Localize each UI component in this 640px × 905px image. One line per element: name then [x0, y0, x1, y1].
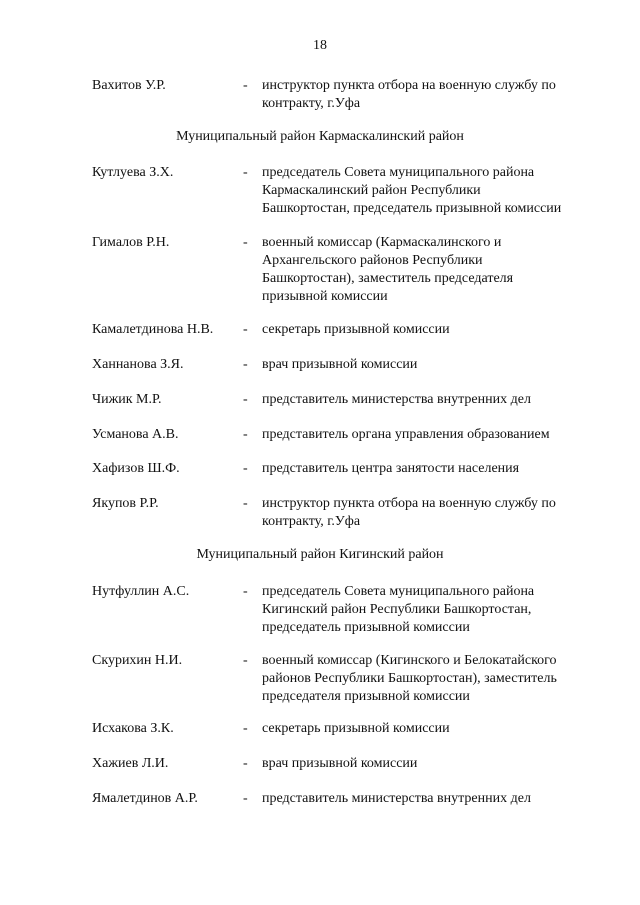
dash-separator: - — [243, 791, 248, 806]
dash-separator: - — [243, 584, 248, 599]
dash-separator: - — [243, 165, 248, 180]
member-name: Чижик М.Р. — [92, 392, 162, 407]
member-name: Скурихин Н.И. — [92, 653, 183, 668]
member-role: инструктор пункта отбора на военную службу по контракту, г.Уфа — [262, 78, 556, 111]
dash-separator: - — [243, 392, 248, 407]
member-role: представитель центра занятости населения — [262, 461, 520, 476]
section-heading: Муниципальный район Кармаскалинский район — [176, 129, 464, 144]
member-role: секретарь призывной комиссии — [262, 322, 450, 337]
member-role: представитель министерства внутренних дел — [262, 791, 531, 806]
member-name: Усманова А.В. — [92, 427, 179, 442]
member-role: инструктор пункта отбора на военную службу по контракту, г.Уфа — [262, 496, 556, 529]
member-role: председатель Совета муниципального района Кармаскалинский район Республики Башкортостан, председатель призывной комиссии — [262, 165, 562, 216]
member-name: Ханнанова З.Я. — [92, 357, 184, 372]
dash-separator: - — [243, 653, 248, 668]
dash-separator: - — [243, 322, 248, 337]
section-heading: Муниципальный район Кигинский район — [196, 547, 444, 562]
dash-separator: - — [243, 78, 248, 93]
dash-separator: - — [243, 235, 248, 250]
member-name: Ямалетдинов А.Р. — [92, 791, 198, 806]
member-role: представитель министерства внутренних дел — [262, 392, 531, 407]
member-role: врач призывной комиссии — [262, 357, 418, 372]
member-name: Вахитов У.Р. — [92, 78, 166, 93]
member-name: Камалетдинова Н.В. — [92, 322, 214, 337]
member-name: Гималов Р.Н. — [92, 235, 170, 250]
dash-separator: - — [243, 496, 248, 511]
member-role: врач призывной комиссии — [262, 756, 418, 771]
page-number: 18 — [313, 38, 327, 53]
member-name: Исхакова З.К. — [92, 721, 174, 736]
member-role: представитель органа управления образованием — [262, 427, 550, 442]
member-role: секретарь призывной комиссии — [262, 721, 450, 736]
member-name: Кутлуева З.Х. — [92, 165, 174, 180]
dash-separator: - — [243, 756, 248, 771]
member-role: военный комиссар (Кигинского и Белокатайского районов Республики Башкортостан), заместитель председателя призывной комиссии — [262, 653, 557, 704]
member-name: Хажиев Л.И. — [92, 756, 169, 771]
member-role: военный комиссар (Кармаскалинского и Архангельского районов Республики Башкортостан), заместитель председателя призывной комиссии — [262, 235, 514, 304]
dash-separator: - — [243, 427, 248, 442]
dash-separator: - — [243, 461, 248, 476]
member-role: председатель Совета муниципального района Кигинский район Республики Башкортостан, председатель призывной комиссии — [262, 584, 535, 635]
member-name: Хафизов Ш.Ф. — [92, 461, 180, 476]
member-name: Якупов Р.Р. — [92, 496, 159, 511]
member-name: Нутфуллин А.С. — [92, 584, 190, 599]
dash-separator: - — [243, 357, 248, 372]
dash-separator: - — [243, 721, 248, 736]
